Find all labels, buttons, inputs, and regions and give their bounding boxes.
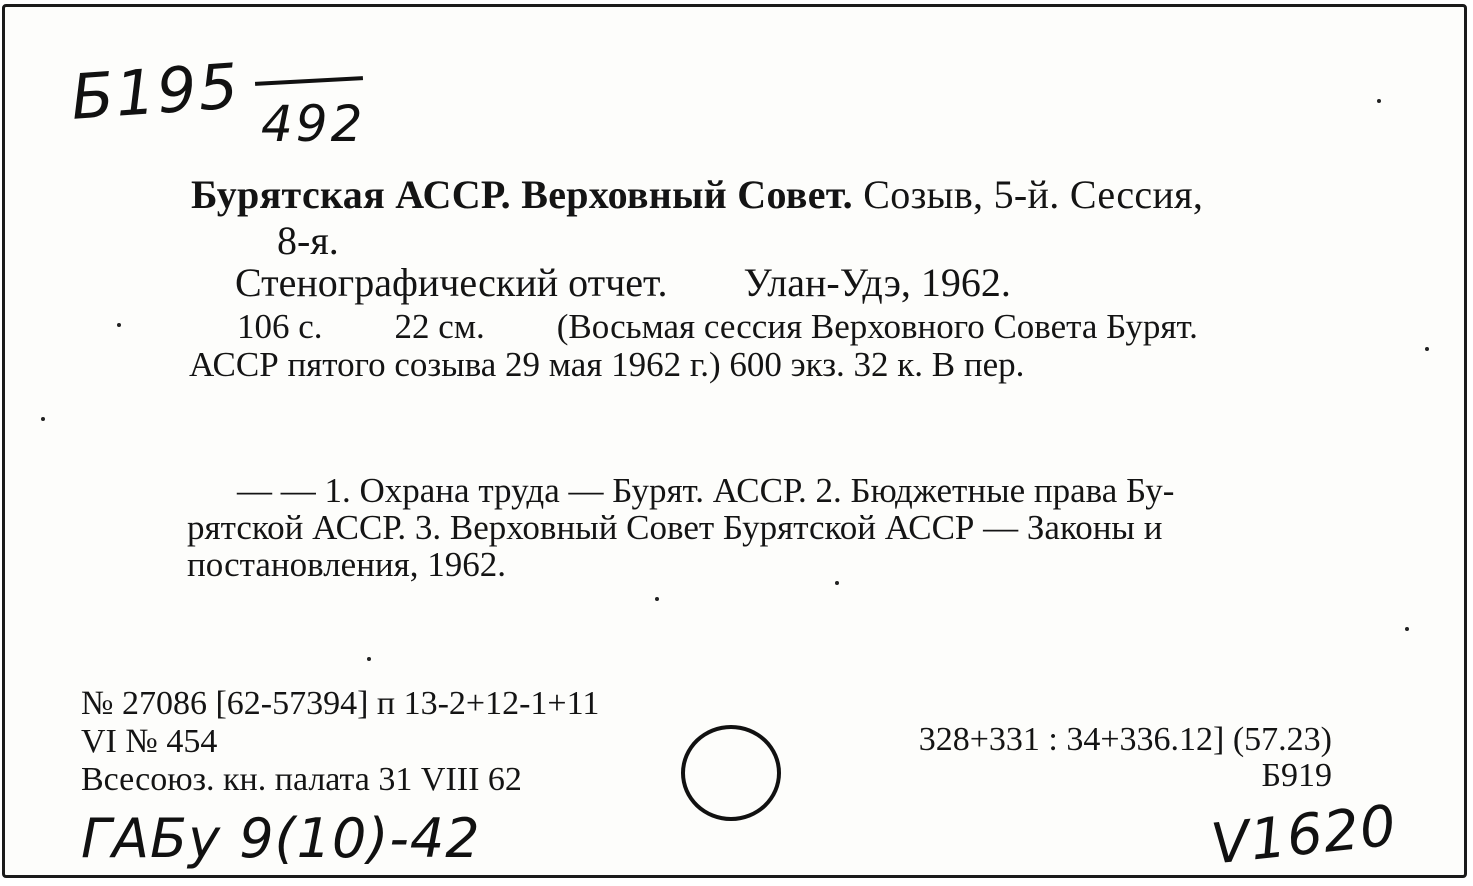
collation-line <box>237 309 1198 344</box>
shelfmark-handwritten-bottom: 492 <box>261 95 366 153</box>
classification-index: 328+331 : 34+336.12] (57.23) <box>918 721 1332 758</box>
subject-headings-line-3: постановления, 1962. <box>187 545 506 584</box>
scan-speck <box>835 581 839 585</box>
shelfmark-handwritten-top: Б195 <box>68 49 243 134</box>
series-number: VI № 454 <box>81 723 218 760</box>
collation-line-2: АССР пятого созыва 29 мая 1962 г.) 600 экз. 32 к. В пер. <box>189 345 1025 384</box>
title: Стенографический отчет. <box>235 260 668 305</box>
subject-headings-line-1: — — 1. Охрана труда — Бурят. АССР. 2. Бюджетные права Бу- <box>237 471 1175 510</box>
heading-author: Бурятская АССР. Верховный Совет. <box>191 172 853 217</box>
subject-headings-line-2: рятской АССР. 3. Верховный Совет Бурятской АССР — Законы и <box>187 508 1163 547</box>
handwritten-archive-note: ГАБу 9(10)-42 <box>81 807 481 870</box>
imprint: Улан-Удэ, 1962. <box>743 260 1011 305</box>
circle-stamp <box>681 725 781 821</box>
shelfmark-rule <box>255 76 363 86</box>
collation-note: (Восьмая сессия Верховного Совета Бурят. <box>556 307 1198 346</box>
scan-speck <box>655 597 659 601</box>
classification-code: Б919 <box>1261 757 1332 794</box>
catalog-card <box>2 4 1467 878</box>
scan-speck <box>367 657 371 661</box>
scan-speck <box>1405 627 1409 631</box>
card-heading <box>191 172 1204 217</box>
chamber-imprint: Всесоюз. кн. палата 31 VIII 62 <box>81 761 522 798</box>
handwritten-inventory-number: V1620 <box>1208 793 1400 878</box>
collation-pages: 106 с. <box>237 307 323 346</box>
scan-speck <box>41 417 45 421</box>
title-line <box>235 260 1011 305</box>
heading-continuation: 8-я. <box>277 218 339 263</box>
scan-speck <box>1377 99 1381 103</box>
heading-session: Созыв, 5-й. Сессия, <box>852 172 1204 217</box>
collation-size: 22 см. <box>394 307 485 346</box>
registration-number: № 27086 [62-57394] п 13-2+12-1+11 <box>81 685 600 722</box>
scan-speck <box>117 323 121 327</box>
scan-speck <box>1425 347 1429 351</box>
